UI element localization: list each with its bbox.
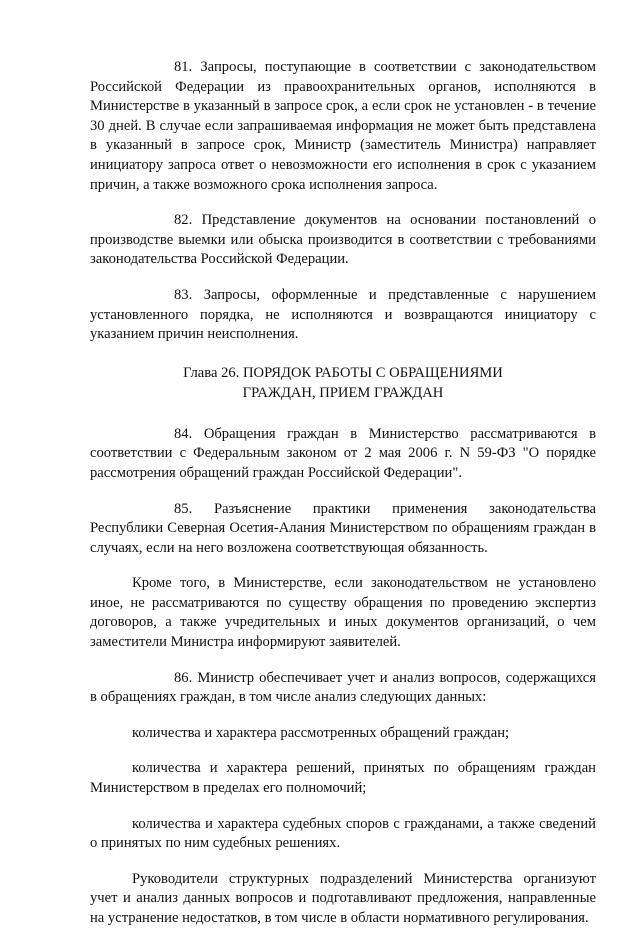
paragraph-number: 81.	[174, 59, 193, 75]
list-item-court-disputes	[90, 815, 596, 854]
paragraph-text: Запросы, оформленные и представленные с нарушением установленного порядка, не исполняются и возвращаются инициатору с указанием причин неисполнения.	[90, 286, 596, 343]
paragraph-heads-of-units	[90, 870, 596, 929]
paragraph-85-continued	[90, 574, 596, 652]
paragraph-number: 83.	[174, 286, 193, 303]
paragraph-number: 82.	[174, 212, 193, 229]
paragraph-81	[90, 58, 596, 195]
paragraph-text: количества и характера судебных споров с гражданами, а также сведений о принятых по ним судебных решениях.	[90, 815, 596, 852]
paragraph-85	[90, 500, 596, 559]
paragraph-82	[90, 211, 596, 270]
paragraph-number: 86.	[174, 669, 193, 686]
paragraph-text: Обращения граждан в Министерство рассматриваются в соответствии с Федеральным законом от 2 мая 2006 г. N 59-ФЗ "О порядке рассмотрения обращений граждан Российской Федерации".	[90, 425, 596, 481]
chapter-heading	[90, 363, 596, 403]
paragraph-text: Запросы, поступающие в соответствии с законодательством Российской Федерации из правоохранительных органов, исполняются в Министерстве в указанный в запросе срок, а если срок не установлен - в течение 30 дней. В случае если запрашиваемая информация не может быть представлена в указанный в запросе срок, Министр (заместитель Министра) направляет инициатору запроса ответ о невозможности его исполнения в срок с указанием причин, а также возможного срока исполнения запроса.	[90, 59, 596, 193]
paragraph-text: количества и характера решений, принятых по обращениям граждан Министерством в пределах его полномочий;	[90, 760, 596, 797]
chapter-heading-line1: Глава 26. ПОРЯДОК РАБОТЫ С ОБРАЩЕНИЯМИ	[183, 364, 503, 381]
document-page	[90, 58, 596, 945]
paragraph-text: Представление документов на основании постановлений о производстве выемки или обыска производится в соответствии с требованиями законодательства Российской Федерации.	[90, 212, 596, 268]
paragraph-number: 85.	[174, 500, 193, 517]
paragraph-number: 84.	[174, 425, 193, 442]
paragraph-text: Разъяснение практики применения законодательства Республики Северная Осетия-Алания Министерством по обращениям граждан в случаях, если на него возложена соответствующая обязанность.	[90, 500, 596, 556]
list-item-decisions	[90, 759, 596, 798]
paragraph-86	[90, 669, 596, 708]
paragraph-text: Руководители структурных подразделений Министерства организуют учет и анализ данных вопросов и подготавливают предложения, направленные на устранение недостатков, в том числе в области нормативного регулирования.	[90, 870, 596, 926]
list-item-considered-appeals	[90, 724, 596, 744]
paragraph-84	[90, 425, 596, 484]
paragraph-83	[90, 286, 596, 345]
paragraph-text: Кроме того, в Министерстве, если законодательством не установлено иное, не рассматриваются по существу обращения по проведению экспертиз договоров, а также учредительных и иных документов организаций, о чем заместители Министра информируют заявителей.	[90, 575, 596, 651]
paragraph-text: Министр обеспечивает учет и анализ вопросов, содержащихся в обращениях граждан, в том числе анализ следующих данных:	[90, 669, 596, 706]
paragraph-text: количества и характера рассмотренных обращений граждан;	[132, 724, 510, 741]
chapter-heading-line2: ГРАЖДАН, ПРИЕМ ГРАЖДАН	[242, 384, 444, 401]
